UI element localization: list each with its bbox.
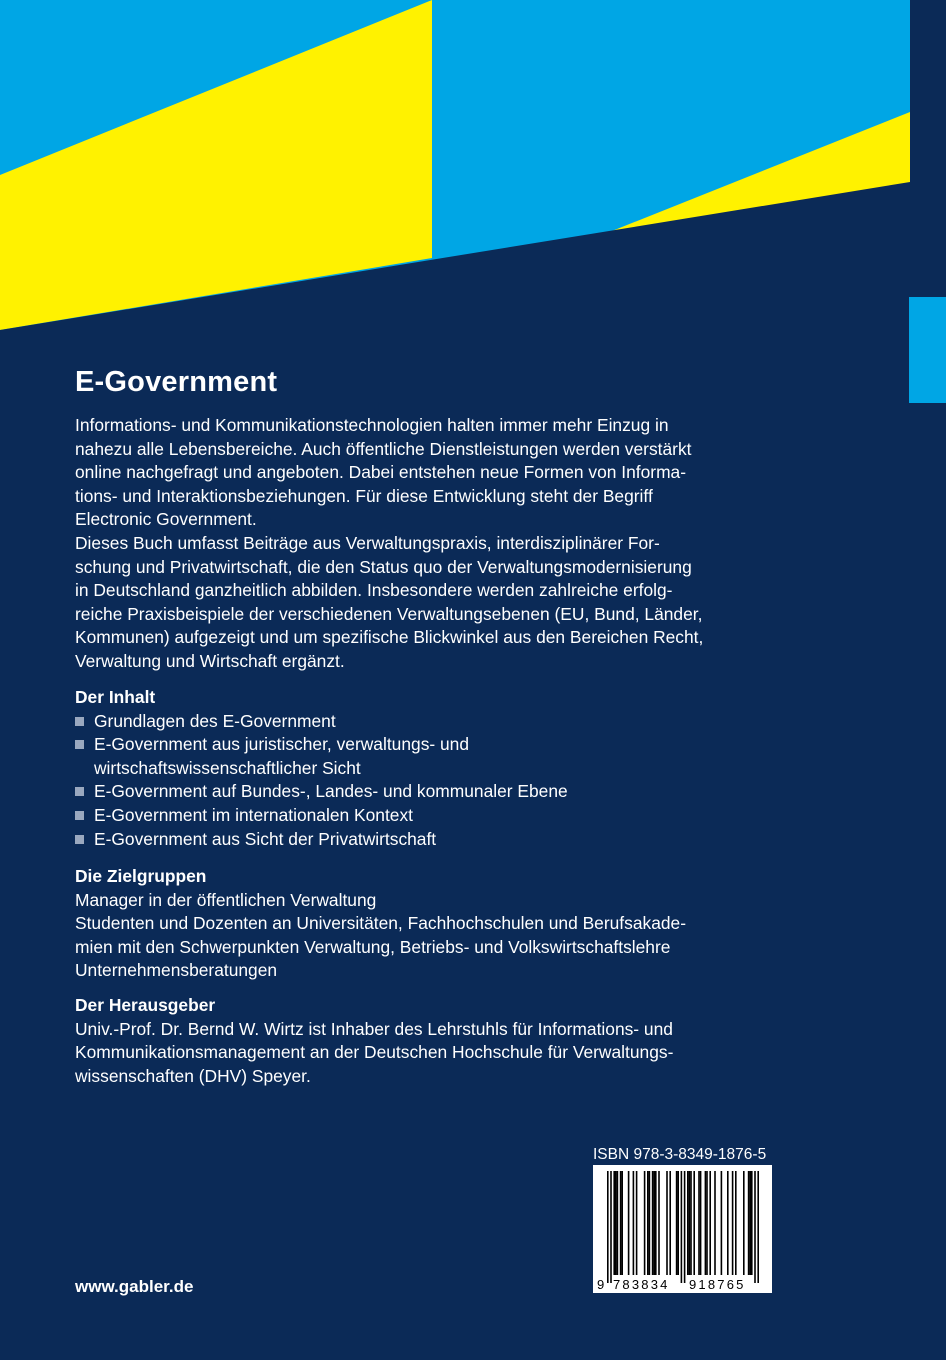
- barcode-bar: [754, 1171, 756, 1283]
- barcode-bar: [633, 1171, 635, 1275]
- navy-side-strip: [910, 0, 946, 330]
- barcode-bar: [617, 1171, 619, 1275]
- editor-heading: Der Herausgeber: [75, 995, 216, 1015]
- contents-item: E-Government aus juristischer, verwaltungs- und wirtschaftswissenschaftlicher Sicht: [75, 733, 775, 780]
- barcode-bar: [607, 1171, 609, 1283]
- barcode-bar: [636, 1171, 638, 1275]
- barcode-bar: [652, 1171, 654, 1275]
- barcode-bar: [690, 1171, 692, 1275]
- editor-section: [75, 994, 775, 1088]
- side-tab: [909, 297, 946, 403]
- bullet-square-icon: [75, 811, 84, 820]
- barcode-bar: [732, 1171, 734, 1275]
- contents-item: E-Government auf Bundes-, Landes- und kommunaler Ebene: [75, 780, 775, 804]
- barcode-bar: [676, 1171, 678, 1275]
- barcode-bar: [689, 1171, 691, 1275]
- target-groups-line: Studenten und Dozenten an Universitäten, Fachhochschulen und Berufsakade-: [75, 913, 687, 934]
- barcode-bar: [693, 1171, 695, 1275]
- target-groups-line: Manager in der öffentlichen Verwaltung: [75, 889, 377, 910]
- barcode-bar: [615, 1171, 617, 1275]
- intro-line: reiche Praxisbeispiele der verschiedenen Verwaltungsebenen (EU, Bund, Länder,: [75, 603, 703, 624]
- barcode-bar: [658, 1171, 660, 1275]
- contents-item: Grundlagen des E-Government: [75, 710, 775, 734]
- barcode-bar: [721, 1171, 723, 1275]
- barcode-bar: [714, 1171, 716, 1275]
- barcode-left-digits: 783834: [613, 1277, 670, 1292]
- intro-line: in Deutschland ganzheitlich abbilden. Insbesondere werden zahlreiche erfolg-: [75, 580, 673, 601]
- book-title: E-Government: [75, 366, 278, 398]
- barcode-bar: [749, 1171, 751, 1275]
- contents-heading: Der Inhalt: [75, 687, 156, 707]
- barcode-bars: [607, 1171, 759, 1283]
- barcode-bar: [610, 1171, 612, 1283]
- intro-line: Electronic Government.: [75, 509, 257, 530]
- contents-section: [75, 686, 775, 851]
- barcode-bar: [669, 1171, 671, 1275]
- isbn-label: ISBN 978-3-8349-1876-5: [593, 1146, 767, 1163]
- barcode-bar: [743, 1171, 745, 1275]
- intro-line: nahezu alle Lebensbereiche. Auch öffentliche Dienstleistungen werden verstärkt: [75, 438, 692, 459]
- barcode-first-digit: 9: [597, 1277, 605, 1292]
- barcode: [593, 1165, 772, 1293]
- intro-line: Dieses Buch umfasst Beiträge aus Verwaltungspraxis, interdisziplinärer For-: [75, 532, 660, 553]
- barcode-bar: [653, 1171, 655, 1275]
- barcode-bar: [751, 1171, 753, 1275]
- barcode-bar: [649, 1171, 651, 1275]
- website-link[interactable]: www.gabler.de: [75, 1277, 194, 1296]
- barcode-bar: [620, 1171, 622, 1275]
- barcode-bar: [757, 1171, 759, 1283]
- barcode-bar: [748, 1171, 750, 1275]
- intro-line: Informations- und Kommunikationstechnologien halten immer mehr Einzug in: [75, 415, 669, 435]
- barcode-bar: [684, 1171, 686, 1283]
- editor-line: Kommunikationsmanagement an der Deutschen Hochschule für Verwaltungs-: [75, 1042, 674, 1063]
- barcode-bar: [628, 1171, 630, 1275]
- barcode-bar: [727, 1171, 729, 1275]
- barcode-bar: [706, 1171, 708, 1275]
- barcode-bar: [705, 1171, 707, 1275]
- intro-line: online nachgefragt und angeboten. Dabei entstehen neue Formen von Informa-: [75, 462, 687, 483]
- contents-item: E-Government im internationalen Kontext: [75, 804, 775, 828]
- target-groups-section: [75, 865, 775, 983]
- barcode-bar: [687, 1171, 689, 1275]
- target-groups-heading: Die Zielgruppen: [75, 866, 207, 886]
- contents-item: E-Government aus Sicht der Privatwirtschaft: [75, 828, 775, 852]
- barcode-bar: [655, 1171, 657, 1275]
- target-groups-line: Unternehmensberatungen: [75, 960, 278, 981]
- target-groups-line: mien mit den Schwerpunkten Verwaltung, Betriebs- und Volkswirtschaftslehre: [75, 936, 671, 957]
- editor-line: wissenschaften (DHV) Speyer.: [75, 1065, 311, 1086]
- bullet-square-icon: [75, 740, 84, 749]
- editor-line: Univ.-Prof. Dr. Bernd W. Wirtz ist Inhaber des Lehrstuhls für Informations- und: [75, 1018, 673, 1039]
- barcode-bar: [613, 1171, 615, 1275]
- barcode-bar: [647, 1171, 649, 1275]
- intro-line: tions- und Interaktionsbeziehungen. Für diese Entwicklung steht der Begriff: [75, 485, 653, 506]
- barcode-bar: [698, 1171, 700, 1275]
- barcode-bar: [735, 1171, 737, 1275]
- bullet-square-icon: [75, 717, 84, 726]
- barcode-bar: [644, 1171, 646, 1275]
- barcode-bar: [681, 1171, 683, 1283]
- barcode-bar: [677, 1171, 679, 1275]
- intro-text: [75, 414, 775, 674]
- barcode-bar: [621, 1171, 623, 1275]
- intro-line: Verwaltung und Wirtschaft ergänzt.: [75, 650, 345, 671]
- barcode-bar: [709, 1171, 711, 1275]
- barcode-right-digits: 918765: [689, 1277, 746, 1292]
- bullet-square-icon: [75, 787, 84, 796]
- barcode-bar: [666, 1171, 668, 1275]
- intro-line: schung und Privatwirtschaft, die den Status quo der Verwaltungsmodernisierung: [75, 556, 692, 577]
- cover-graphic: [0, 0, 946, 330]
- barcode-bar: [700, 1171, 702, 1275]
- intro-line: Kommunen) aufgezeigt und um spezifische Blickwinkel aus den Bereichen Recht,: [75, 627, 704, 648]
- bullet-square-icon: [75, 835, 84, 844]
